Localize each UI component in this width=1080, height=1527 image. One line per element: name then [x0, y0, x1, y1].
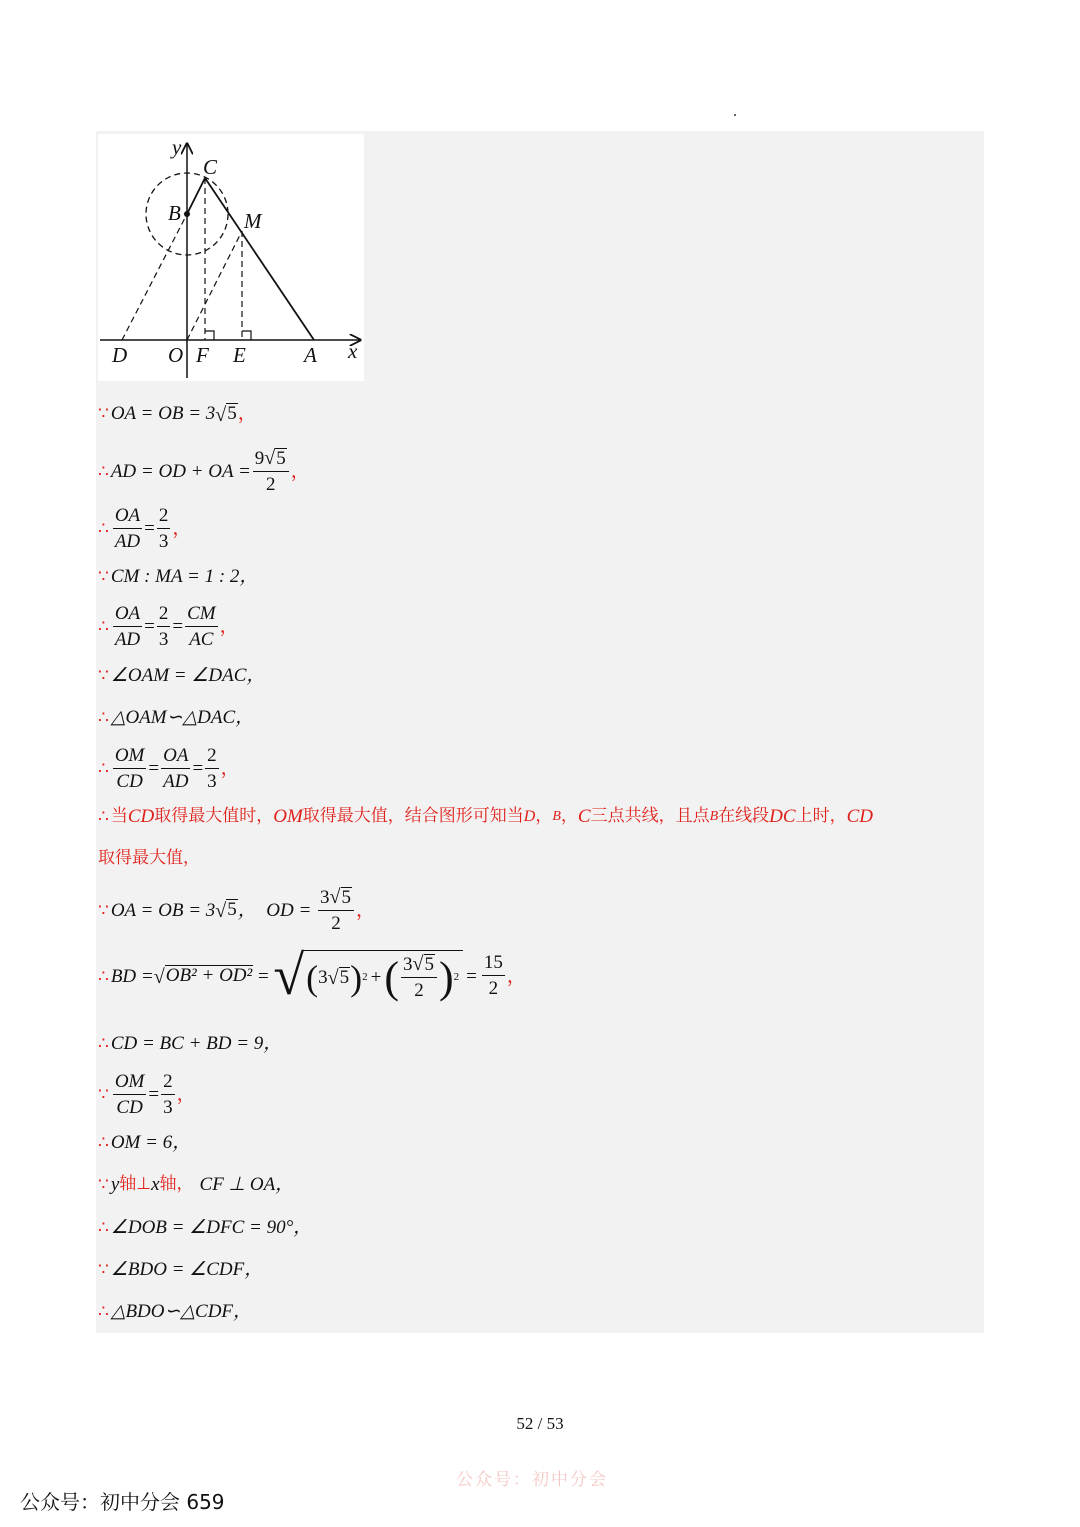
step-5: ∴ $\frac{OA}{AD}$ = $\frac{2}{3}$ = $\frac{CM}{AC}$ ， — [98, 603, 239, 650]
label-d: D — [112, 343, 128, 367]
label-o: O — [168, 343, 184, 367]
step-14: ∵ $\frac{OM}{CD}$ = $\frac{2}{3}$ ， — [98, 1071, 196, 1118]
step-8: ∴ $\frac{OM}{CD}$ = $\frac{OA}{AD}$ = $\frac{2}{3}$ ， — [98, 745, 240, 792]
page-number: 52 / 53 — [516, 1414, 564, 1433]
step-7: ∴ △OAM∽△DAC， — [98, 707, 255, 728]
label-b: B — [168, 201, 181, 225]
point-b — [184, 211, 190, 217]
step-18: ∵ ∠BDO = ∠CDF， — [98, 1259, 264, 1280]
step-17: ∴ ∠DOB = ∠DFC = 90°， — [98, 1217, 313, 1238]
geometry-figure — [98, 134, 364, 381]
label-e: E — [233, 343, 246, 367]
step-11: ∵ OA = OB = 3 √ 5 ， OD = 3 √ 5 2 ， — [98, 886, 376, 934]
step-9: ∴ 当 CD 取得最大值时， OM 取得最大值，结合图形可知当 D ， B ， C 三点共线，且点 B 在线段 DC 上时， CD — [98, 806, 873, 827]
watermark-left: 公众号：初中分会 659 — [20, 1490, 225, 1514]
segment-om — [187, 231, 242, 340]
label-a: A — [304, 343, 317, 367]
label-y: y — [172, 135, 182, 159]
right-angle-f — [205, 331, 214, 340]
stray-dot — [734, 114, 736, 116]
label-x: x — [348, 339, 358, 363]
step-6: ∵ ∠OAM = ∠DAC， — [98, 665, 266, 686]
step-19: ∴ △BDO∽△CDF， — [98, 1301, 253, 1322]
segment-ca — [205, 178, 314, 340]
step-3: ∴ $\frac{OA}{AD}$ = $\frac{2}{3}$ ， — [98, 505, 192, 552]
label-f: F — [196, 343, 209, 367]
step-13: ∴ CD = BC + BD = 9， — [98, 1033, 283, 1054]
label-m: M — [244, 209, 262, 233]
step-2: ∴ AD = OD + OA = 9 √ 5 2 ， — [98, 447, 310, 495]
label-c: C — [203, 155, 218, 179]
step-12: ∴ BD = √ OB² + OD² = √ ( 3 √ 5 ) 2 + ( 3 √ 5 2 ) 2 = $\frac{15}{2}$ ， — [98, 945, 526, 1007]
step-4: ∵ CM : MA = 1 : 2， — [98, 566, 259, 587]
segment-bc — [187, 178, 205, 214]
step-1: ∵ OA = OB = 3 √ 5 ， — [98, 403, 257, 426]
step-16: ∵ y 轴⊥ x 轴， CF ⊥ OA， — [98, 1174, 295, 1195]
right-angle-e — [242, 331, 251, 340]
step-15: ∴ OM = 6， — [98, 1132, 192, 1153]
step-10: 取得最大值， — [98, 848, 200, 868]
segment-db — [122, 214, 187, 340]
watermark-center: 公众号：初中分会 — [456, 1470, 608, 1490]
